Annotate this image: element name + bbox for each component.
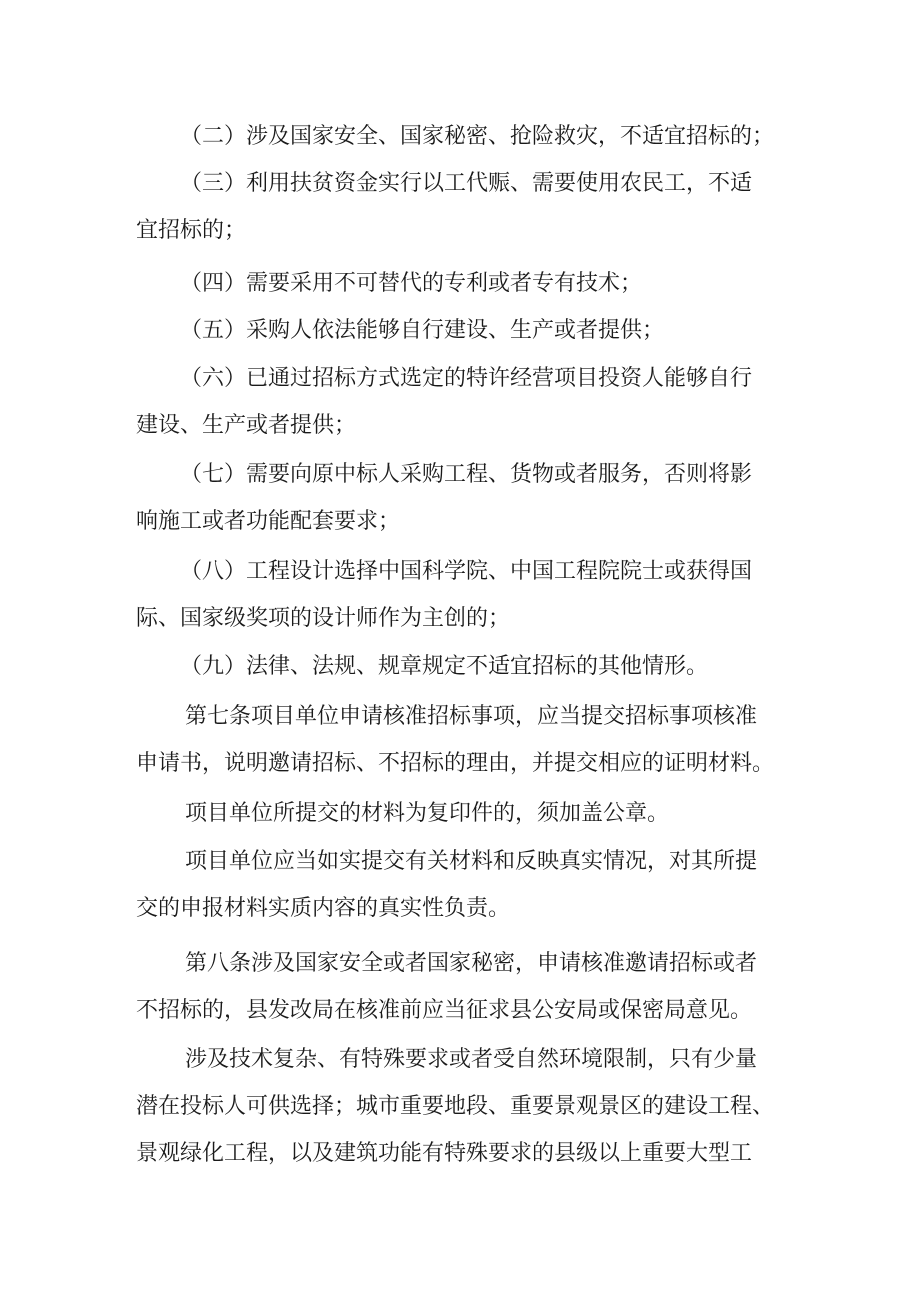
- paragraph-line: 潜在投标人可供选择；城市重要地段、重要景观景区的建设工程、: [136, 1094, 775, 1119]
- paragraph-line: 际、国家级奖项的设计师作为主创的；: [136, 606, 511, 631]
- paragraph-line: 涉及技术复杂、有特殊要求或者受自然环境限制，只有少量: [185, 1047, 758, 1072]
- paragraph-line: （三）利用扶贫资金实行以工代赈、需要使用农民工，不适: [180, 171, 753, 196]
- paragraph-line: （五）采购人依法能够自行建设、生产或者提供；: [180, 318, 665, 343]
- paragraph-line: （六）已通过招标方式选定的特许经营项目投资人能够自行: [180, 366, 753, 391]
- paragraph-line: （九）法律、法规、规章规定不适宜招标的其他情形。: [180, 654, 709, 679]
- paragraph-line: （七）需要向原中标人采购工程、货物或者服务，否则将影: [180, 462, 753, 487]
- paragraph-line: 项目单位应当如实提交有关材料和反映真实情况，对其所提: [185, 849, 758, 874]
- paragraph-line: 第八条涉及国家安全或者国家秘密，申请核准邀请招标或者: [185, 951, 758, 976]
- paragraph-line: 建设、生产或者提供；: [136, 413, 357, 438]
- paragraph-line: 不招标的，县发改局在核准前应当征求县公安局或保密局意见。: [136, 998, 753, 1023]
- paragraph-line: 响施工或者功能配套要求；: [136, 509, 401, 534]
- paragraph-line: 第七条项目单位申请核准招标事项，应当提交招标事项核准: [185, 704, 758, 729]
- paragraph-line: （四）需要采用不可替代的专利或者专有技术；: [180, 271, 643, 296]
- paragraph-line: 景观绿化工程，以及建筑功能有特殊要求的县级以上重要大型工: [136, 1141, 753, 1166]
- paragraph-line: 项目单位所提交的材料为复印件的，须加盖公章。: [185, 801, 670, 826]
- paragraph-line: （二）涉及国家安全、国家秘密、抢险救灾，不适宜招标的；: [180, 124, 775, 149]
- paragraph-line: 申请书，说明邀请招标、不招标的理由，并提交相应的证明材料。: [136, 751, 775, 776]
- paragraph-line: （八）工程设计选择中国科学院、中国工程院院士或获得国: [180, 559, 753, 584]
- paragraph-line: 宜招标的；: [136, 218, 247, 243]
- paragraph-line: 交的申报材料实质内容的真实性负责。: [136, 896, 511, 921]
